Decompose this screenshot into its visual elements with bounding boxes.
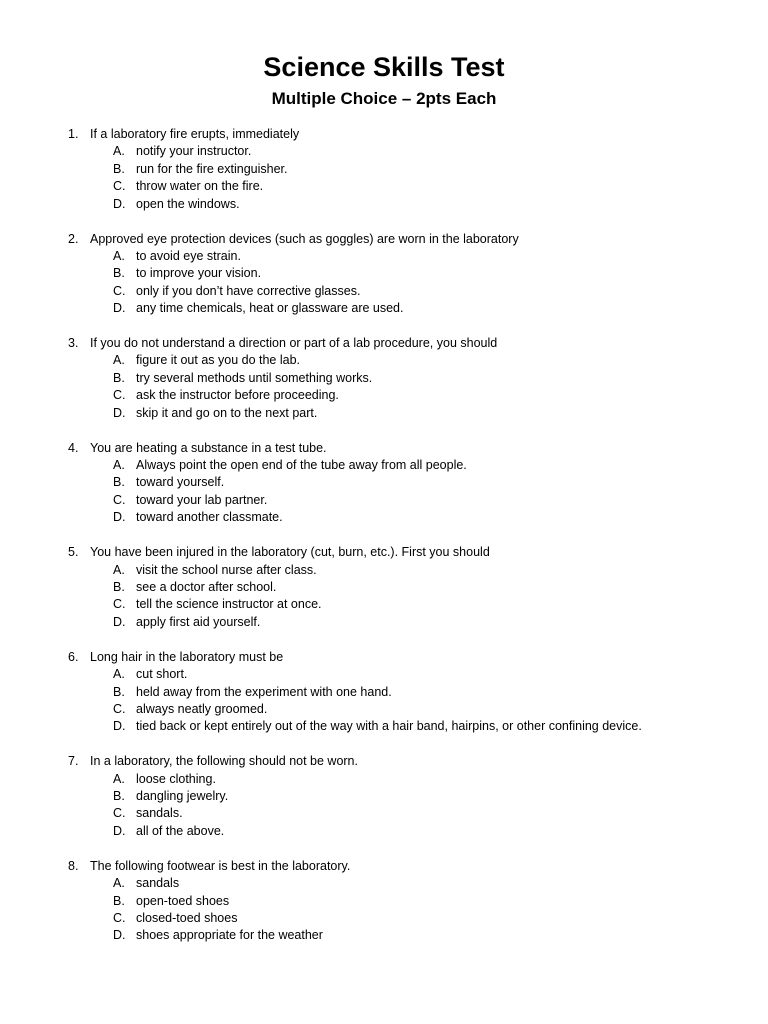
answer-option [0, 684, 768, 701]
answer-option [0, 492, 768, 509]
answer-option [0, 927, 768, 944]
option-letter: C. [113, 597, 126, 612]
option-text: held away from the experiment with one hand. [136, 684, 392, 699]
question-item [0, 126, 768, 213]
page-subtitle: Multiple Choice – 2pts Each [271, 89, 497, 108]
answer-option [0, 161, 768, 178]
answer-option [0, 893, 768, 910]
option-letter: B. [113, 789, 125, 804]
option-letter: A. [113, 562, 125, 577]
option-text: ask the instructor before proceeding. [136, 388, 339, 403]
answer-option [0, 509, 768, 526]
option-text: toward your lab partner. [136, 492, 268, 507]
option-letter: D. [113, 405, 126, 420]
option-letter: A. [113, 248, 125, 263]
option-text: dangling jewelry. [136, 789, 229, 804]
option-text: visit the school nurse after class. [136, 562, 317, 577]
option-letter: A. [113, 144, 125, 159]
option-letter: B. [113, 475, 125, 490]
answer-option [0, 562, 768, 579]
question-text: In a laboratory, the following should not be worn. [90, 754, 358, 769]
option-letter: B. [113, 684, 125, 699]
answer-option [0, 143, 768, 160]
question-text: If a laboratory fire erupts, immediately [90, 127, 300, 141]
option-text: to improve your vision. [136, 266, 262, 281]
question-number: 7. [68, 754, 79, 769]
question-stem [0, 753, 768, 770]
answer-option [0, 352, 768, 369]
option-letter: C. [113, 701, 126, 716]
option-letter: D. [113, 510, 126, 525]
option-letter: A. [113, 667, 125, 682]
question-number: 1. [68, 127, 79, 141]
question-list [0, 126, 768, 962]
answer-option [0, 178, 768, 195]
option-text: sandals [136, 876, 180, 891]
option-text: throw water on the fire. [136, 179, 264, 194]
answer-option [0, 771, 768, 788]
option-letter: C. [113, 388, 126, 403]
answer-option [0, 283, 768, 300]
answer-option [0, 405, 768, 422]
option-text: apply first aid yourself. [136, 614, 261, 629]
option-letter: D. [113, 301, 126, 316]
question-item [0, 858, 768, 945]
option-text: shoes appropriate for the weather [136, 928, 323, 943]
answer-option [0, 823, 768, 840]
option-text: only if you don’t have corrective glasses. [136, 283, 361, 298]
option-letter: B. [113, 266, 125, 281]
answer-option [0, 474, 768, 491]
option-text: sandals. [136, 806, 183, 821]
option-letter: D. [113, 823, 126, 838]
question-number: 3. [68, 336, 79, 351]
option-text: cut short. [136, 667, 188, 682]
option-text: run for the fire extinguisher. [136, 161, 288, 176]
option-letter: D. [113, 196, 126, 211]
question-item [0, 231, 768, 318]
question-number: 6. [68, 649, 79, 664]
option-letter: B. [113, 893, 125, 908]
question-item [0, 440, 768, 527]
option-text: tell the science instructor at once. [136, 597, 322, 612]
question-number: 4. [68, 440, 79, 455]
option-letter: A. [113, 353, 125, 368]
answer-option [0, 300, 768, 317]
question-text: Approved eye protection devices (such as goggles) are worn in the laboratory [90, 231, 519, 246]
option-text: see a doctor after school. [136, 579, 277, 594]
question-item [0, 335, 768, 422]
question-stem [0, 126, 768, 143]
answer-option [0, 701, 768, 718]
option-letter: A. [113, 458, 125, 473]
option-letter: D. [113, 719, 126, 734]
option-letter: D. [113, 928, 126, 943]
answer-option [0, 666, 768, 683]
option-text: notify your instructor. [136, 144, 252, 159]
answer-option [0, 614, 768, 631]
question-stem [0, 544, 768, 561]
question-stem [0, 335, 768, 352]
question-stem [0, 231, 768, 248]
option-text: tied back or kept entirely out of the way with a hair band, hairpins, or other confining device. [136, 719, 642, 734]
option-text: toward yourself. [136, 475, 225, 490]
question-text: Long hair in the laboratory must be [90, 649, 284, 664]
answer-option [0, 805, 768, 822]
question-item [0, 544, 768, 631]
question-text: You have been injured in the laboratory (cut, burn, etc.). First you should [90, 545, 490, 560]
question-stem [0, 440, 768, 457]
question-text: The following footwear is best in the laboratory. [90, 858, 351, 873]
option-letter: A. [113, 771, 125, 786]
option-text: open the windows. [136, 196, 240, 211]
question-stem [0, 858, 768, 875]
question-text: If you do not understand a direction or part of a lab procedure, you should [90, 336, 498, 351]
option-text: always neatly groomed. [136, 701, 268, 716]
option-text: to avoid eye strain. [136, 248, 241, 263]
answer-option [0, 196, 768, 213]
option-letter: C. [113, 806, 126, 821]
option-letter: B. [113, 161, 125, 176]
option-letter: C. [113, 492, 126, 507]
question-stem [0, 649, 768, 666]
option-letter: A. [113, 876, 125, 891]
option-letter: C. [113, 911, 126, 925]
question-number: 5. [68, 545, 79, 560]
option-text: loose clothing. [136, 771, 216, 786]
option-text: any time chemicals, heat or glassware are used. [136, 301, 404, 316]
question-number: 2. [68, 231, 79, 246]
question-item [0, 753, 768, 840]
option-letter: C. [113, 179, 126, 194]
question-item [0, 649, 768, 736]
answer-option [0, 875, 768, 892]
option-text: skip it and go on to the next part. [136, 405, 318, 420]
option-letter: B. [113, 370, 125, 385]
option-letter: C. [113, 283, 126, 298]
question-number: 8. [68, 858, 79, 873]
answer-option [0, 579, 768, 596]
answer-option [0, 596, 768, 613]
option-text: toward another classmate. [136, 510, 283, 525]
option-text: closed-toed shoes [136, 911, 238, 925]
option-letter: B. [113, 579, 125, 594]
answer-option [0, 718, 768, 735]
option-text: open-toed shoes [136, 893, 230, 908]
answer-option [0, 457, 768, 474]
answer-option [0, 265, 768, 282]
option-letter: D. [113, 614, 126, 629]
answer-option [0, 788, 768, 805]
answer-option [0, 387, 768, 404]
answer-option [0, 370, 768, 387]
option-text: figure it out as you do the lab. [136, 353, 300, 368]
answer-option [0, 910, 768, 927]
page-title: Science Skills Test [263, 52, 505, 82]
option-text: try several methods until something works. [136, 370, 373, 385]
option-text: Always point the open end of the tube away from all people. [136, 458, 467, 473]
option-text: all of the above. [136, 823, 225, 838]
question-text: You are heating a substance in a test tube. [90, 440, 327, 455]
answer-option [0, 248, 768, 265]
